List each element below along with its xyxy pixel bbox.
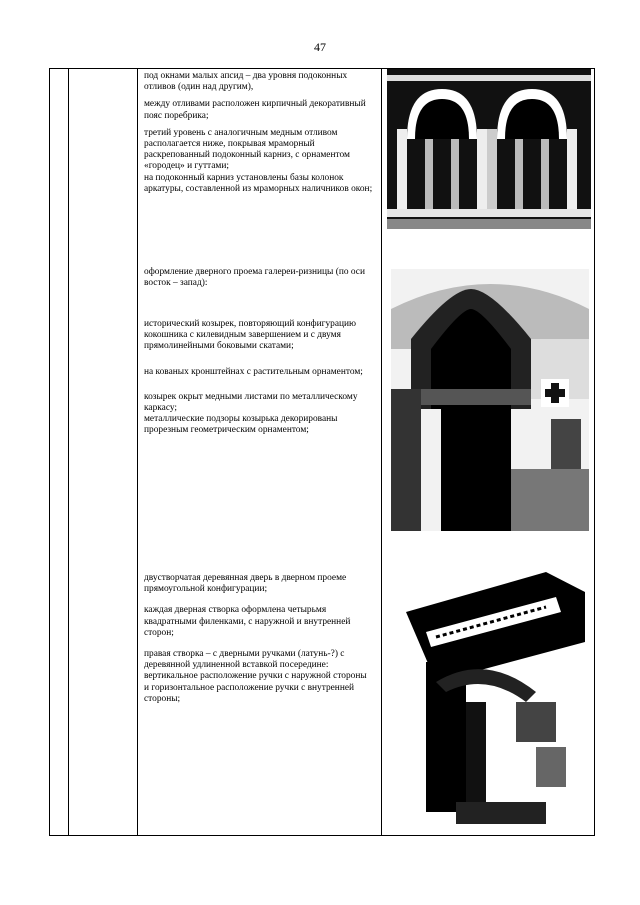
- paragraph: оформление дверного проема галереи-ризницы (по оси восток – запад):: [144, 267, 365, 289]
- paragraph: третий уровень с аналогичным медным отливом располагается ниже, покрывая мраморный раскрепованный подоконный карниз, с орнаментом «городец» и гуттами; на подоконный карниз установлены базы колонок аркатуры, составленной из мраморных наличников окон;: [144, 127, 373, 194]
- column-divider: [381, 69, 382, 835]
- paragraph: на кованых кронштейнах с растительным орнаментом;: [144, 366, 363, 377]
- page-number: 47: [314, 40, 326, 54]
- paragraph: исторический козырек, повторяющий конфигурацию кокошника с килевидным завершением и с двумя прямолинейными боковыми скатами;: [144, 319, 357, 352]
- text-block-door: [144, 573, 374, 711]
- column-divider: [68, 69, 69, 835]
- column-divider: [137, 69, 138, 835]
- text-block-apse-windows: [144, 71, 374, 201]
- paragraph: под окнами малых апсид – два уровня подоконных отливов (один над другим),: [144, 71, 348, 93]
- kokoshnik-canopy-photo: [391, 269, 589, 531]
- paragraph: между отливами расположен кирпичный декоративный пояс поребрика;: [144, 99, 366, 121]
- text-block-canopy: [144, 319, 374, 443]
- paragraph: двустворчатая деревянная дверь в дверном проеме прямоугольной конфигурации;: [144, 573, 347, 595]
- canopy-closeup-photo: [396, 572, 585, 824]
- text-block-door-heading: [144, 267, 374, 295]
- paragraph: козырек окрыт медными листами по металлическому каркасу; металлические подзоры козырька декорированы прорезным геометрическим орнаментом;: [144, 391, 358, 436]
- arcade-windows-photo: [387, 69, 591, 229]
- paragraph: правая створка – с дверными ручками (латунь-?) с деревянной удлиненной вставкой посередине: вертикальное расположение ручки с наружной стороны и горизонтальное расположение ручки с внутренней стороны;: [144, 649, 367, 704]
- paragraph: каждая дверная створка оформлена четырьмя квадратными филенками, с наружной и внутренней сторон;: [144, 605, 351, 638]
- description-table: [49, 68, 595, 836]
